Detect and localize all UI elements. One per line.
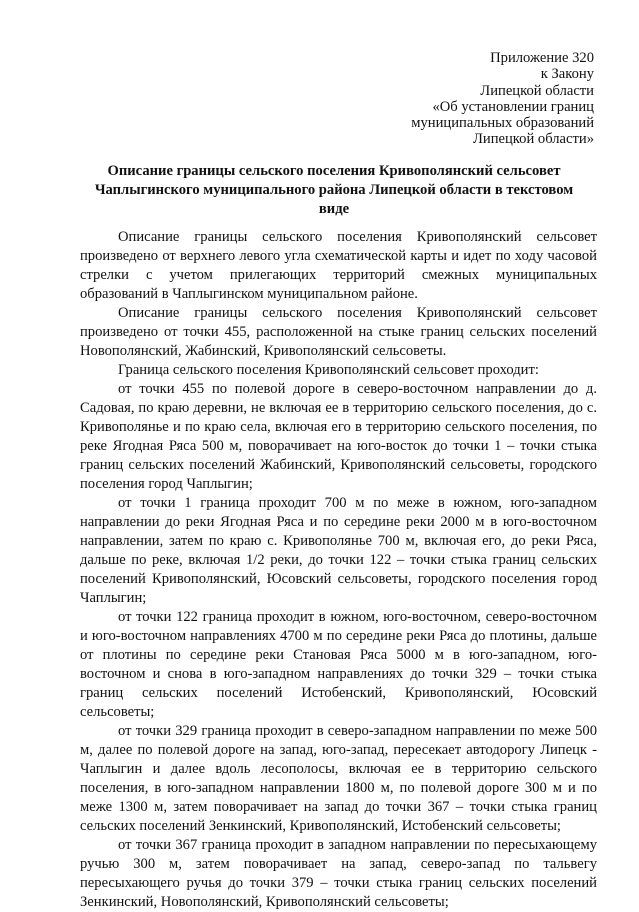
paragraph: от точки 367 граница проходит в западном направлении по пересыхающему ручью 300 м, затем поворачивает на запад, северо-запад по тальвегу пересыхающего ручья до точки 379 – точки стыка границ сельских поселений Зенкинский, Новополянский, Кривополянский сельсоветы; (80, 837, 597, 910)
paragraph: от точки 122 граница проходит в южном, юго-восточном, северо-восточном и юго-восточном направлениях 4700 м по середине реки Ряса до плотины, дальше от плотины по середине реки Становая Ряса 5000 м в юго-западном, юго-восточном и снова в юго-западном направлениях до точки 329 – точки стыка границ сельских поселений Истобенский, Кривополянский, Юсовский сельсоветы; (80, 609, 597, 720)
paragraph: Описание границы сельского поселения Кривополянский сельсовет произведено от верхнего левого угла схематической карты и идет по ходу часовой стрелки с учетом прилегающих территорий смежных муниципальных образований в Чаплыгинском муниципальном районе. (80, 229, 597, 302)
paragraph: от точки 455 по полевой дороге в северо-восточном направлении до д. Садовая, по краю деревни, не включая ее в территорию сельского поселения, до с. Кривополянье и по краю села, включая его в территорию сельского поселения, по реке Ягодная Ряса 500 м, поворачивает на юго-восток до точки 1 – точки стыка границ сельских поселений Жабинский, Кривополянский сельсоветы, городского поселения город Чаплыгин; (80, 381, 597, 492)
paragraph: Описание границы сельского поселения Кривополянский сельсовет произведено от точки 455, расположенной на стыке границ сельских поселений Новополянский, Жабинский, Кривополянский сельсоветы. (80, 305, 597, 359)
appendix-line: муниципальных образований (411, 115, 594, 132)
document-body (80, 228, 597, 912)
appendix-header (411, 50, 594, 148)
appendix-line: Липецкой области» (473, 131, 594, 148)
paragraph: Граница сельского поселения Кривополянский сельсовет проходит: (118, 362, 539, 378)
appendix-line: Приложение 320 (490, 50, 594, 66)
document-title: Описание границы сельского поселения Кривополянский сельсовет Чаплыгинского муниципального района Липецкой области в текстовом виде (94, 163, 574, 217)
paragraph: от точки 329 граница проходит в северо-западном направлении по меже 500 м, далее по полевой дороге на запад, юго-запад, пересекает автодорогу Липецк - Чаплыгин и далее вдоль лесополосы, включая ее в территорию сельского поселения, в юго-западном направлении 1800 м, по полевой дороге 300 м и по меже 1300 м, затем поворачивает на запад до точки 367 – точки стыка границ сельских поселений Зенкинский, Кривополянский, Истобенский сельсоветы; (80, 723, 597, 834)
paragraph: от точки 1 граница проходит 700 м по меже в южном, юго-западном направлении до реки Ягодная Ряса и по середине реки 2000 м в юго-восточном направлении, затем по краю с. Кривополянье 700 м, включая его, до реки Ряса, дальше по реке, включая 1/2 реки, до точки 122 – точки стыка границ сельских поселений Кривополянский, Юсовский сельсоветы, городского поселения город Чаплыгин; (80, 495, 597, 606)
appendix-line: к Закону (540, 66, 594, 83)
appendix-line: «Об установлении границ (432, 98, 594, 115)
appendix-line: Липецкой области (480, 82, 594, 99)
